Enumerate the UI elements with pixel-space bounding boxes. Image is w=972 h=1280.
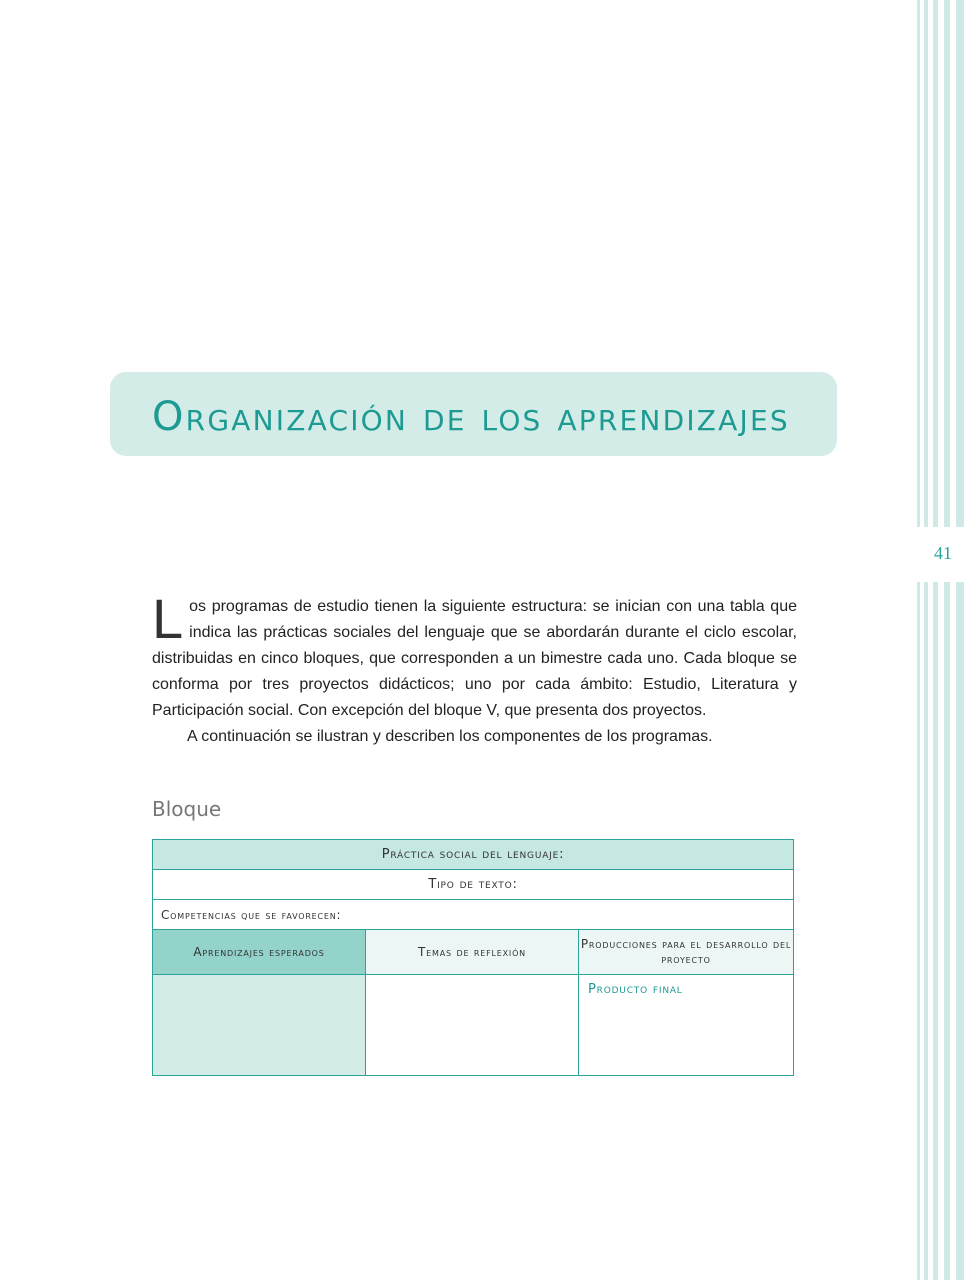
table-row: [153, 840, 794, 870]
program-structure-table: [152, 839, 794, 1076]
section-title-band: [110, 372, 837, 456]
table-row: [153, 870, 794, 900]
decorative-stripes: [914, 0, 972, 1280]
aprendizajes-header: Aprendizajes esperados: [153, 930, 366, 975]
paragraph-1-text: os programas de estudio tienen la siguiente estructura: se inician con una tabla que indica las prácticas sociales del lenguaje que se abordarán durante el ciclo escolar, distribuidas en cinco bloques, que corresponden a un bimestre cada uno. Cada bloque se conforma por tres proyectos didácticos; uno por cada ámbito: Estudio, Literatura y Participación social. Con excepción del bloque V, que presenta dos proyectos.: [152, 598, 797, 719]
drop-cap: L: [152, 587, 184, 650]
body-text: [152, 587, 797, 750]
paragraph-2: A continuación se ilustran y describen los componentes de los programas.: [187, 728, 713, 745]
page-number: 41: [934, 543, 952, 563]
producto-final-label: Producto final: [588, 982, 683, 997]
producciones-header: Producciones para el desarrollo del proyecto: [579, 930, 794, 975]
tipo-texto-cell: Tipo de texto:: [153, 870, 794, 900]
temas-body: [366, 975, 579, 1076]
section-title: Organización de los aprendizajes: [152, 394, 790, 440]
practica-social-cell: Práctica social del lenguaje:: [153, 840, 794, 870]
temas-header: Temas de reflexión: [366, 930, 579, 975]
producciones-body: [579, 975, 794, 1076]
paragraph-1: [152, 587, 797, 724]
aprendizajes-body: [153, 975, 366, 1076]
bloque-label: Bloque: [152, 797, 222, 821]
competencias-cell: Competencias que se favorecen:: [153, 900, 794, 930]
table-header-row: [153, 930, 794, 975]
table-row: [153, 975, 794, 1076]
table-row: [153, 900, 794, 930]
